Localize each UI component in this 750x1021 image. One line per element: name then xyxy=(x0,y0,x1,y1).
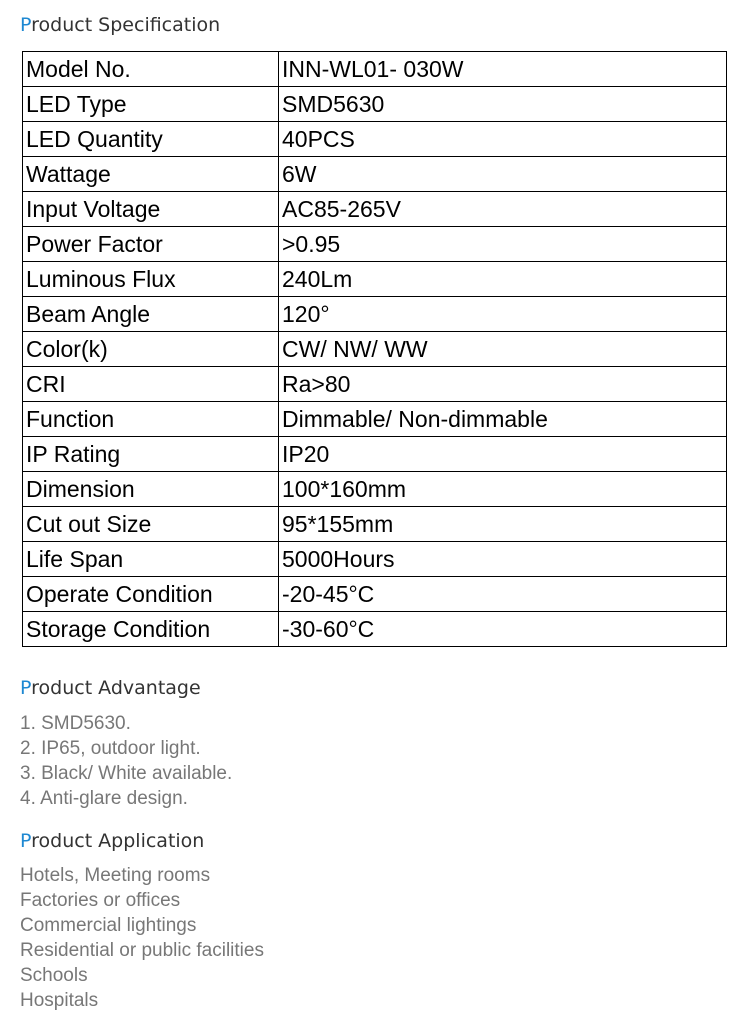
table-row xyxy=(23,52,727,87)
spec-label: Wattage xyxy=(23,157,279,192)
spec-label: Beam Angle xyxy=(23,297,279,332)
spec-label: IP Rating xyxy=(23,437,279,472)
spec-value: -20-45°C xyxy=(279,577,727,612)
heading-accent-letter: P xyxy=(20,830,32,852)
table-row xyxy=(23,542,727,577)
product-specification-heading xyxy=(20,13,220,37)
spec-label: Storage Condition xyxy=(23,612,279,647)
spec-label: Life Span xyxy=(23,542,279,577)
spec-label: Function xyxy=(23,402,279,437)
spec-value: SMD5630 xyxy=(279,87,727,122)
spec-label: Model No. xyxy=(23,52,279,87)
list-item: Factories or offices xyxy=(20,890,181,911)
spec-value: -30-60°C xyxy=(279,612,727,647)
spec-value: INN-WL01- 030W xyxy=(279,52,727,87)
spec-label: Input Voltage xyxy=(23,192,279,227)
spec-value: 40PCS xyxy=(279,122,727,157)
spec-label: Luminous Flux xyxy=(23,262,279,297)
spec-value: 6W xyxy=(279,157,727,192)
table-row xyxy=(23,437,727,472)
table-row xyxy=(23,612,727,647)
table-row xyxy=(23,87,727,122)
table-row xyxy=(23,157,727,192)
spec-label: Color(k) xyxy=(23,332,279,367)
spec-label: Cut out Size xyxy=(23,507,279,542)
heading-text: roduct Specification xyxy=(31,14,221,36)
spec-value: >0.95 xyxy=(279,227,727,262)
spec-value: AC85-265V xyxy=(279,192,727,227)
table-row xyxy=(23,507,727,542)
spec-value: 95*155mm xyxy=(279,507,727,542)
list-item: Schools xyxy=(20,965,88,986)
spec-value: CW/ NW/ WW xyxy=(279,332,727,367)
table-row xyxy=(23,227,727,262)
table-row xyxy=(23,402,727,437)
table-row xyxy=(23,262,727,297)
list-item: Hospitals xyxy=(20,990,99,1011)
spec-value: Ra>80 xyxy=(279,367,727,402)
table-row xyxy=(23,472,727,507)
table-row xyxy=(23,367,727,402)
list-item: 2. IP65, outdoor light. xyxy=(20,738,201,759)
heading-text: roduct Application xyxy=(31,830,205,852)
list-item: 3. Black/ White available. xyxy=(20,763,233,784)
spec-label: Operate Condition xyxy=(23,577,279,612)
heading-accent-letter: P xyxy=(20,14,32,36)
specification-table xyxy=(22,51,727,647)
spec-value: Dimmable/ Non-dimmable xyxy=(279,402,727,437)
heading-accent-letter: P xyxy=(20,677,32,699)
table-row xyxy=(23,577,727,612)
spec-value: 120° xyxy=(279,297,727,332)
advantage-list xyxy=(20,711,232,811)
spec-label: LED Type xyxy=(23,87,279,122)
spec-label: Power Factor xyxy=(23,227,279,262)
spec-label: Dimension xyxy=(23,472,279,507)
spec-label: LED Quantity xyxy=(23,122,279,157)
spec-value: IP20 xyxy=(279,437,727,472)
list-item: Residential or public facilities xyxy=(20,940,264,961)
list-item: Hotels, Meeting rooms xyxy=(20,865,211,886)
spec-label: CRI xyxy=(23,367,279,402)
application-list xyxy=(20,863,264,1013)
list-item: 4. Anti-glare design. xyxy=(20,788,188,809)
table-row xyxy=(23,332,727,367)
spec-value: 5000Hours xyxy=(279,542,727,577)
heading-text: roduct Advantage xyxy=(31,677,201,699)
table-row xyxy=(23,122,727,157)
spec-value: 100*160mm xyxy=(279,472,727,507)
table-row xyxy=(23,297,727,332)
product-application-heading xyxy=(20,829,204,853)
list-item: 1. SMD5630. xyxy=(20,713,131,734)
table-row xyxy=(23,192,727,227)
list-item: Commercial lightings xyxy=(20,915,197,936)
spec-value: 240Lm xyxy=(279,262,727,297)
product-advantage-heading xyxy=(20,676,201,700)
